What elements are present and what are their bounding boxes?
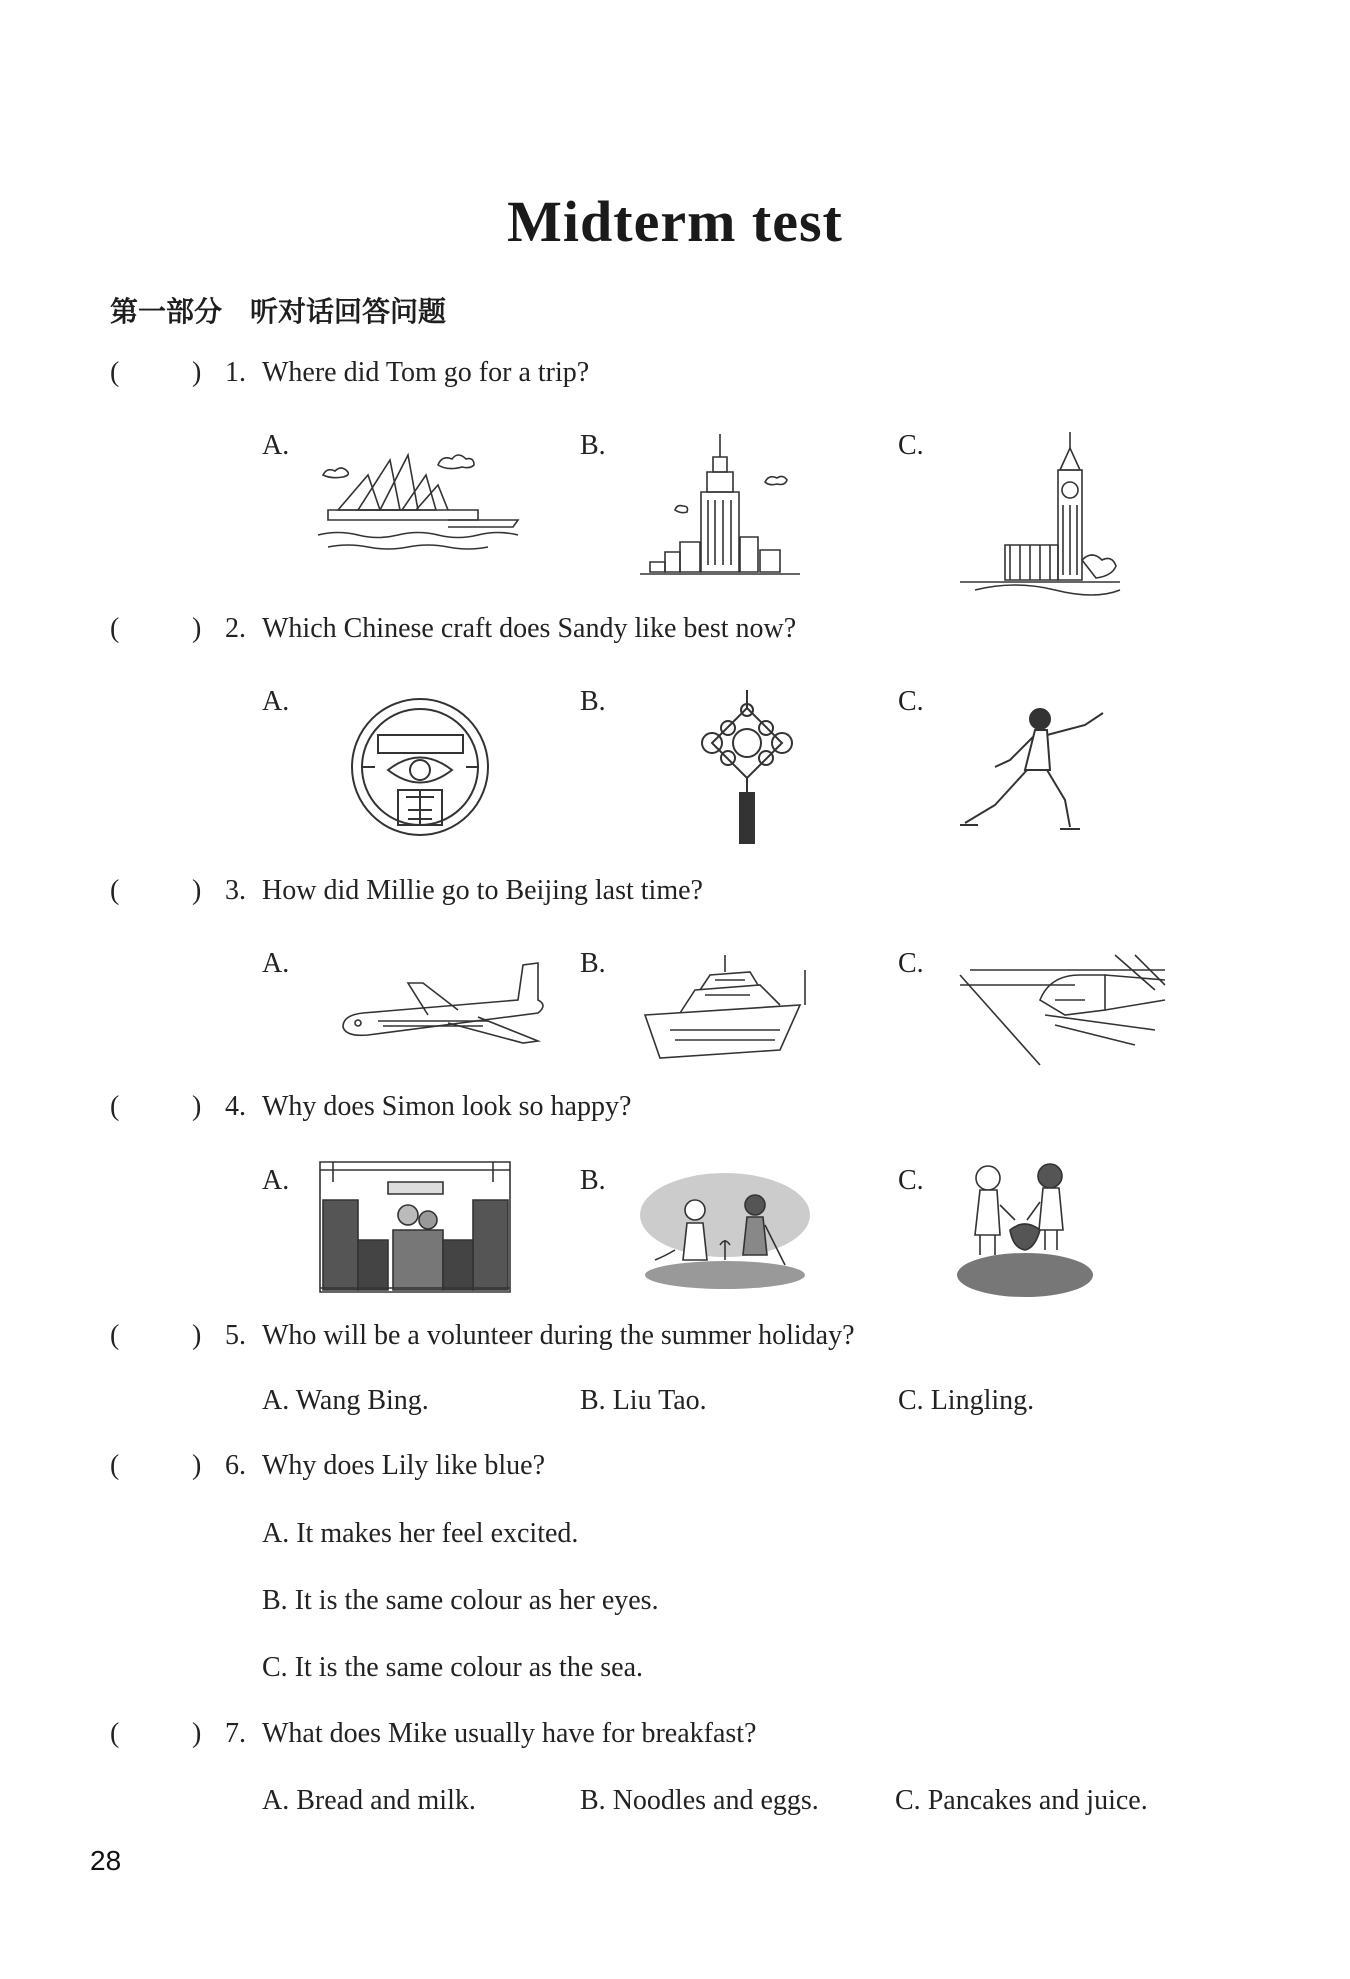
airplane-icon[interactable]	[338, 955, 568, 1050]
planting-tree-icon[interactable]	[635, 1165, 815, 1295]
question-number: 5.	[225, 1320, 246, 1351]
option-c[interactable]: C. Pancakes and juice.	[895, 1785, 1148, 1816]
option-letter: A.	[262, 1165, 290, 1196]
question-text: How did Millie go to Beijing last time?	[262, 875, 703, 906]
option-letter: B.	[580, 430, 606, 461]
question-number: 2.	[225, 613, 246, 644]
ship-icon[interactable]	[640, 950, 815, 1065]
option-letter: A.	[262, 430, 290, 461]
paper-cutting-icon[interactable]	[348, 695, 493, 840]
answer-blank-open[interactable]: (	[110, 1718, 120, 1749]
question-number: 6.	[225, 1450, 246, 1481]
answer-blank-close: )	[192, 1718, 202, 1749]
question-text: Why does Simon look so happy?	[262, 1091, 632, 1122]
question-text: Who will be a volunteer during the summer holiday?	[262, 1320, 855, 1351]
option-c[interactable]: C. Lingling.	[898, 1385, 1035, 1416]
question-text: Which Chinese craft does Sandy like best now?	[262, 613, 797, 644]
answer-blank-close: )	[192, 875, 202, 906]
answer-blank-open[interactable]: (	[110, 1450, 120, 1481]
option-a[interactable]: A. Bread and milk.	[262, 1785, 476, 1816]
train-icon[interactable]	[955, 955, 1170, 1070]
question-number: 7.	[225, 1718, 246, 1749]
option-letter: C.	[898, 1165, 924, 1196]
question-text: Why does Lily like blue?	[262, 1450, 546, 1481]
sydney-opera-house-icon[interactable]	[318, 435, 528, 560]
answer-blank-open[interactable]: (	[110, 875, 120, 906]
option-letter: C.	[898, 430, 924, 461]
option-b[interactable]: B. It is the same colour as her eyes.	[262, 1585, 659, 1616]
question-text: Where did Tom go for a trip?	[262, 357, 590, 388]
answer-blank-open[interactable]: (	[110, 1091, 120, 1122]
option-b[interactable]: B. Liu Tao.	[580, 1385, 707, 1416]
answer-blank-open[interactable]: (	[110, 613, 120, 644]
answer-blank-close: )	[192, 1091, 202, 1122]
answer-blank-close: )	[192, 613, 202, 644]
bus-seat-icon[interactable]	[318, 1160, 513, 1295]
question-number: 3.	[225, 875, 246, 906]
kung-fu-icon[interactable]	[955, 705, 1125, 835]
empire-state-building-icon[interactable]	[635, 432, 805, 587]
answer-blank-open[interactable]: (	[110, 1320, 120, 1351]
option-c[interactable]: C. It is the same colour as the sea.	[262, 1652, 644, 1683]
option-letter: A.	[262, 686, 290, 717]
option-letter: B.	[580, 686, 606, 717]
option-letter: B.	[580, 1165, 606, 1196]
answer-blank-close: )	[192, 357, 202, 388]
page-title: Midterm test	[507, 189, 843, 254]
option-letter: B.	[580, 948, 606, 979]
option-letter: C.	[898, 686, 924, 717]
question-text: What does Mike usually have for breakfast?	[262, 1718, 757, 1749]
option-b[interactable]: B. Noodles and eggs.	[580, 1785, 819, 1816]
chinese-knot-icon[interactable]	[690, 688, 805, 848]
answer-blank-open[interactable]: (	[110, 357, 120, 388]
question-number: 1.	[225, 357, 246, 388]
section-heading: 第一部分 听对话回答问题	[110, 295, 447, 328]
option-letter: C.	[898, 948, 924, 979]
answer-blank-close: )	[192, 1320, 202, 1351]
question-number: 4.	[225, 1091, 246, 1122]
big-ben-icon[interactable]	[955, 430, 1125, 605]
answer-blank-close: )	[192, 1450, 202, 1481]
option-a[interactable]: A. Wang Bing.	[262, 1385, 429, 1416]
option-letter: A.	[262, 948, 290, 979]
page-number: 28	[90, 1845, 122, 1876]
picking-up-litter-icon[interactable]	[955, 1160, 1095, 1300]
option-a[interactable]: A. It makes her feel excited.	[262, 1518, 579, 1549]
